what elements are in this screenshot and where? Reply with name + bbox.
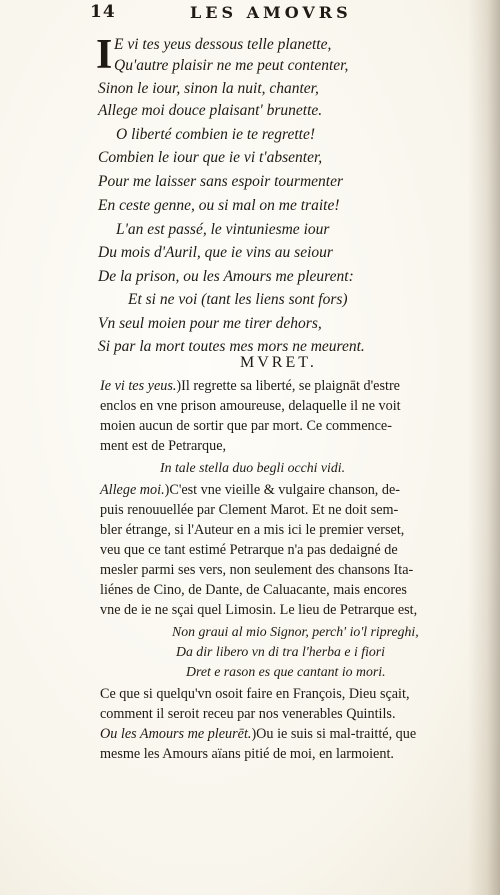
poem-line: Du mois d'Auril, que ie vins au seiour xyxy=(98,244,333,261)
poem-line: Allege moi douce plaisant' brunette. xyxy=(98,102,323,119)
commentary-line: bler étrange, si l'Auteur en a mis ici le premier verset, xyxy=(100,522,405,538)
lemma: Ou les Amours me pleurēt. xyxy=(100,726,252,742)
poem-line: Si par la mort toutes mes mors ne meurent. xyxy=(98,338,365,355)
poem-line: O liberté combien ie te regrette! xyxy=(116,126,315,143)
poem-line: Vn seul moien pour me tirer dehors, xyxy=(98,315,322,332)
poem-line: Qu'autre plaisir ne me peut contenter, xyxy=(114,57,349,74)
poem-line: L'an est passé, le vintuniesme iour xyxy=(116,221,330,238)
commentary-title: MVRET. xyxy=(240,354,317,371)
page-number: 14 xyxy=(90,2,116,22)
poem-line: En ceste genne, ou si mal on me traite! xyxy=(98,197,340,214)
petrarch-quote: In tale stella duo begli occhi vidi. xyxy=(160,460,346,475)
poem-line: Combien le iour que ie vi t'absenter, xyxy=(98,149,323,166)
commentary-line: enclos en vne prison amoureuse, delaquelle il ne voit xyxy=(100,398,401,414)
page-header xyxy=(90,2,460,26)
commentary-line: comment il seroit receu par nos venerables Quintils. xyxy=(100,706,396,722)
commentary-line: veu que ce tant estimé Petrarque n'a pas dedaigné de xyxy=(100,542,398,558)
line-text: )Il regrette sa liberté, se plaignāt d'estre xyxy=(176,378,400,394)
commentary-line: liénes de Cino, de Dante, de Caluacante, mais encores xyxy=(100,582,407,598)
commentary-line xyxy=(100,480,400,500)
poem-line: Pour me laisser sans espoir tourmenter xyxy=(98,173,343,190)
commentary-line: Ce que si quelqu'vn osoit faire en François, Dieu sçait, xyxy=(100,686,410,702)
running-head: LES AMOVRS xyxy=(190,3,352,22)
petrarch-quote: Non graui al mio Signor, perch' io'l ripreghi, xyxy=(172,624,419,639)
poem-line: E vi tes yeus dessous telle planette, xyxy=(114,36,332,53)
poem-line: Sinon le iour, sinon la nuit, chanter, xyxy=(98,80,319,97)
commentary-line: mesler parmi ses vers, non seulement des chansons Ita- xyxy=(100,562,414,578)
lemma: Ie vi tes yeus. xyxy=(100,378,177,394)
commentary-line: moien aucun de sortir que par mort. Ce commence- xyxy=(100,418,392,434)
commentary-line: mesme les Amours aïans pitié de moi, en larmoient. xyxy=(100,746,394,762)
petrarch-quote: Da dir libero vn di tra l'herba e i fiori xyxy=(176,644,386,659)
poem-line: De la prison, ou les Amours me pleurent: xyxy=(98,268,354,285)
drop-cap: I xyxy=(96,32,113,78)
petrarch-quote: Dret e rason es que cantant io mori. xyxy=(186,664,386,679)
commentary-line: ment est de Petrarque, xyxy=(100,438,227,454)
poem-line: Et si ne voi (tant les liens sont fors) xyxy=(128,291,348,308)
page-edge-shadow xyxy=(468,0,500,895)
commentary-line xyxy=(100,376,400,396)
commentary-line: puis renouuellée par Clement Marot. Et ne doit sem- xyxy=(100,502,399,518)
commentary-line: vne de ie ne sçai quel Limosin. Le lieu de Petrarque est, xyxy=(100,602,418,618)
line-text: )C'est vne vieille & vulgaire chanson, de- xyxy=(164,482,401,498)
lemma: Allege moi. xyxy=(100,482,165,498)
line-text: )Ou ie suis si mal-traitté, que xyxy=(251,726,417,742)
commentary-line xyxy=(100,724,416,744)
